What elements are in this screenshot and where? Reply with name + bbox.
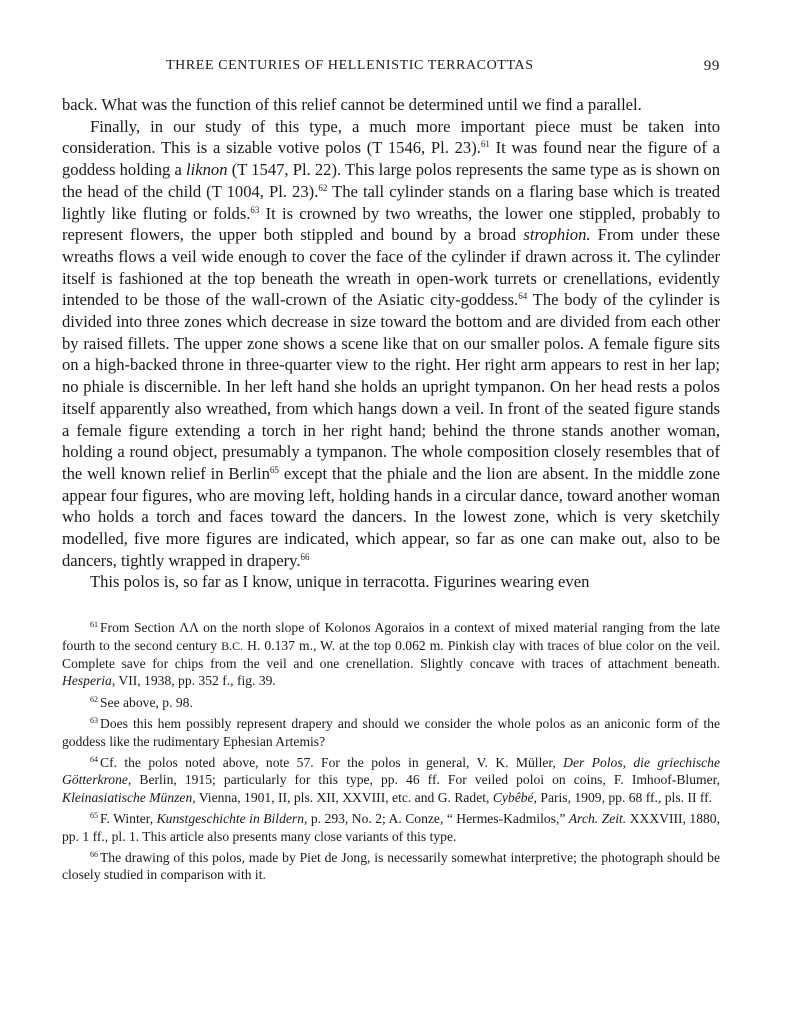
- footnote-number: 63: [90, 716, 98, 726]
- text-run: VII, 1938, pp. 352 f., fig. 39.: [115, 673, 276, 689]
- term-strophion: strophion.: [523, 225, 591, 245]
- footnote-66: [62, 849, 720, 884]
- footnote-number: 64: [90, 755, 98, 765]
- page-number: 99: [703, 58, 720, 74]
- text-run: p. 293, No. 2; A. Conze, “ Hermes-Kadmilos,”: [307, 811, 569, 827]
- text-run: except that the phiale and the lion are absent. In the middle zone appear four figures, who are moving left, holding hands in a circular dance, toward another woman who holds a torch and faces toward the dancers. In the lowest zone, which is very sketchily modelled, five more figures are indicated, which appear, so far as one can make out, also to be dancers, tightly wrapped in drapery.: [62, 463, 721, 570]
- footnote-number: 66: [90, 850, 98, 860]
- footnote-63: [62, 715, 720, 750]
- running-title: THREE CENTURIES OF HELLENISTIC TERRACOTTAS: [166, 58, 534, 73]
- text-run: H. 0.137 m., W. at the top 0.062 m. Pinkish clay with traces of blue color on the veil. Complete save for chips from the veil and one crenellation. Slightly concave with traces of attachment beneath.: [62, 637, 720, 671]
- book-title: Kunstgeschichte in Bildern,: [156, 811, 308, 827]
- paragraph-2: [62, 116, 720, 572]
- footnote-64: [62, 754, 720, 806]
- text-run: Does this hem possibly represent drapery and should we consider the whole polos as an aniconic form of the goddess like the rudimentary Ephesian Artemis?: [62, 716, 720, 749]
- text-run: It was found near the figure of a goddess holding a: [62, 138, 721, 180]
- era-abbrev: B.C.: [221, 638, 244, 653]
- journal-title: Hesperia,: [62, 673, 116, 689]
- text-run: It is crowned by two wreaths, the lower one stippled, probably to represent flowers, the upper both stippled and bound by a broad: [62, 203, 720, 245]
- page: [62, 58, 720, 888]
- book-title: Kleinasiatische Münzen,: [62, 789, 196, 805]
- paragraph-1: back. What was the function of this relief cannot be determined until we find a parallel.: [62, 95, 642, 114]
- book-title: Cybêbé,: [492, 789, 537, 805]
- footnote-65: [62, 810, 720, 845]
- text-run: The tall cylinder stands on a flaring base which is treated lightly like fluting or folds.: [62, 181, 720, 223]
- footnote-ref-63: 63: [250, 204, 260, 215]
- text-run: From Section ΛΛ on the north slope of Kolonos Agoraios in a context of mixed material ranging from the late fourth to the second century: [62, 620, 720, 653]
- text-run: See above, p. 98.: [100, 694, 193, 710]
- text-run: The drawing of this polos, made by Piet de Jong, is necessarily somewhat interpretive; the photograph should be closely studied in comparison with it.: [62, 850, 720, 883]
- text-run: F. Winter,: [100, 811, 157, 827]
- running-header: [62, 58, 720, 80]
- text-run: Cf. the polos noted above, note 57. For the polos in general, V. K. Müller,: [100, 755, 564, 771]
- footnote-number: 61: [90, 620, 98, 630]
- text-run: Paris, 1909, pp. 68 ff., pls. II ff.: [537, 789, 713, 805]
- book-title: Der Polos, die griechische Götterkrone,: [62, 755, 720, 788]
- footnotes: [62, 619, 720, 884]
- footnote-ref-64: 64: [518, 291, 528, 302]
- term-liknon: liknon: [186, 160, 228, 180]
- text-run: XXXVIII, 1880, pp. 1 ff., pl. 1. This article also presents many close variants of this type.: [62, 811, 720, 844]
- body-text: [62, 94, 720, 593]
- text-run: Vienna, 1901, II, pls. XII, XXVIII, etc. and G. Radet,: [195, 789, 493, 805]
- footnote-61: [62, 619, 720, 690]
- journal-title: Arch. Zeit.: [568, 811, 627, 827]
- text-run: The body of the cylinder is divided into three zones which decrease in size toward the bottom and are divided from each other by raised fillets. The upper zone shows a scene like that on our smaller polos. A female figure sits on a high-backed throne in three-quarter view to the right. Her right arm appears to rest in her lap; no phiale is discernible. In her left hand she holds an upright tympanon. On her head rests a polos itself apparently also wreathed, from which hangs down a veil. In front of the seated figure stands a female figure extending a torch in her right hand; behind the throne stands another woman, holding a round object, presumably a tympanon. The whole composition closely resembles that of the well known relief in Berlin: [62, 290, 720, 483]
- footnote-number: 65: [90, 811, 98, 821]
- text-run: Finally, in our study of this type, a much more important piece must be taken into consideration. This is a sizable votive polos (T 1546, Pl. 23).: [62, 116, 720, 158]
- footnote-number: 62: [90, 694, 98, 704]
- paragraph-3: This polos is, so far as I know, unique in terracotta. Figurines wearing even: [90, 572, 590, 592]
- footnote-ref-61: 61: [480, 139, 490, 150]
- footnote-ref-65: 65: [269, 464, 279, 475]
- text-run: (T 1547, Pl. 22). This large polos represents the same type as is shown on the head of the child (T 1004, Pl. 23).: [62, 160, 721, 201]
- text-run: Berlin, 1915; particularly for this type, pp. 46 ff. For veiled poloi on coins, F. Imhoof-Blumer,: [131, 772, 720, 788]
- footnote-62: [62, 694, 720, 711]
- text-run: From under these wreaths flows a veil wide enough to cover the face of the cylinder if drawn across it. The cylinder itself is fashioned at the top beneath the wreath in open-work turrets or crenellations, evidently intended to be those of the wall-crown of the Asiatic city-goddess.: [62, 225, 721, 310]
- footnote-ref-62: 62: [318, 182, 328, 193]
- footnote-ref-66: 66: [300, 551, 310, 562]
